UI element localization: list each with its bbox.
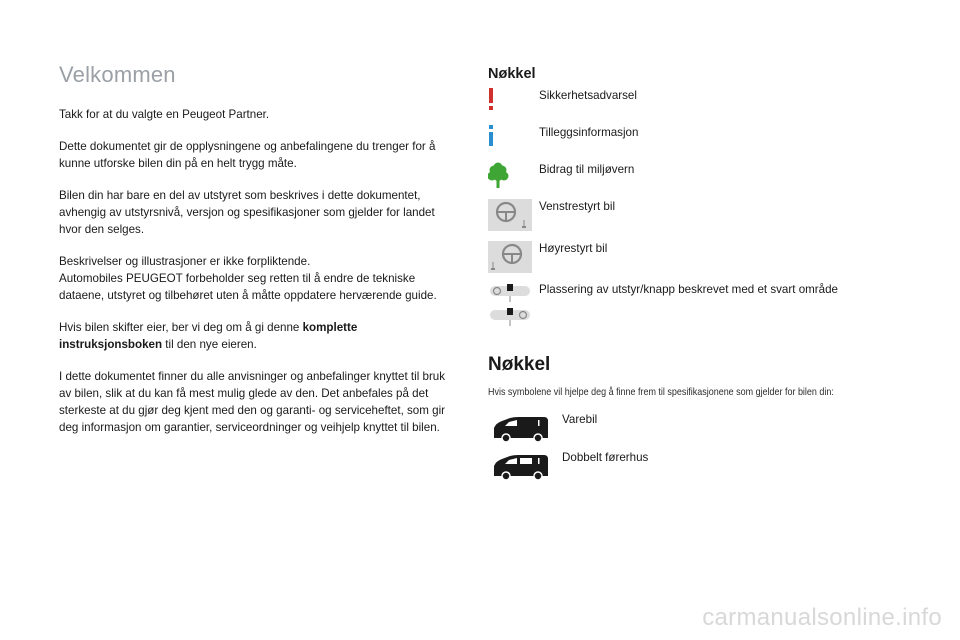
legend-item-additional-info: [488, 125, 928, 157]
new-owner-text-bold: komplette instruksjonsboken: [59, 321, 358, 351]
disclaimer-line-1: Beskrivelser og illustrasjoner er ikke forpliktende.: [59, 255, 311, 268]
watermark: carmanualsonline.info: [702, 604, 942, 631]
legend-label: Bidrag til miljøvern: [539, 163, 635, 176]
vehicle-item-double-cab: [488, 450, 928, 484]
legend-label: Sikkerhetsadvarsel: [539, 89, 637, 102]
new-owner-text-pre: Hvis bilen skifter eier, ber vi deg om å gi denne: [59, 321, 303, 334]
welcome-section: [59, 62, 454, 451]
legend-label: Høyrestyrt bil: [539, 242, 608, 255]
double-cab-van-icon: [490, 452, 554, 482]
paragraph-equipment: Bilen din har bare en del av utstyret som beskrives i dette dokumentet, avhengig av utstyrsnivå, versjon og spesifikasjoner som gjelder for landet hvor den selges.: [59, 189, 435, 236]
new-owner-text-post: til den nye eieren.: [162, 338, 257, 351]
legend-item-equipment-location: [488, 282, 928, 338]
vehicle-item-van: [488, 412, 928, 446]
page-title: Velkommen: [59, 62, 176, 87]
key-section: [488, 66, 918, 464]
legend-item-left-hand-drive: [488, 199, 928, 231]
legend-item-safety-warning: [488, 88, 928, 120]
key-heading-vehicle: Nøkkel: [488, 354, 551, 375]
vehicle-label: Dobbelt førerhus: [562, 451, 649, 464]
warning-exclamation-icon: [488, 88, 532, 120]
paragraph-guidance: I dette dokumentet finner du alle anvisninger og anbefalinger knyttet til bruk av bilen, slik at du kan få mest mulig glede av den. Det anbefales på det sterkeste at du gjør deg kjent med den og garanti- og serviceheftet, som gir deg informasjon om garantier, serviceordninger og veihjelp knyttet til bilen.: [59, 370, 446, 434]
legend-label: Plassering av utstyr/knapp beskrevet med et svart område: [539, 283, 838, 296]
paragraph-document-purpose: Dette dokumentet gir de opplysningene og anbefalingene du trenger for å kunne utforske bilen din på en helt trygg måte.: [59, 140, 436, 170]
key-heading: Nøkkel: [488, 66, 536, 82]
vehicle-label: Varebil: [562, 413, 598, 426]
legend-label: Venstrestyrt bil: [539, 200, 616, 213]
disclaimer-line-2: Automobiles PEUGEOT forbeholder seg retten til å endre de tekniske dataene, utstyret og tilbehøret uten å måtte oppdatere herværende guide.: [59, 272, 437, 302]
equipment-location-icon: [488, 282, 532, 338]
info-icon: [488, 125, 532, 157]
legend-label: Tilleggsinformasjon: [539, 126, 639, 139]
paragraph-new-owner: [59, 319, 454, 353]
left-hand-drive-icon: [488, 199, 532, 231]
paragraph-thanks: Takk for at du valgte en Peugeot Partner.: [59, 108, 270, 121]
legend-item-right-hand-drive: [488, 241, 928, 273]
paragraph-disclaimer: [59, 253, 454, 304]
key-vehicle-subtitle: Hvis symbolene vil hjelpe deg å finne frem til spesifikasjonene som gjelder for bilen din:: [488, 387, 834, 398]
legend-item-environment: [488, 162, 928, 194]
tree-icon: [488, 162, 532, 194]
right-hand-drive-icon: [488, 241, 532, 273]
van-icon: [490, 414, 554, 444]
